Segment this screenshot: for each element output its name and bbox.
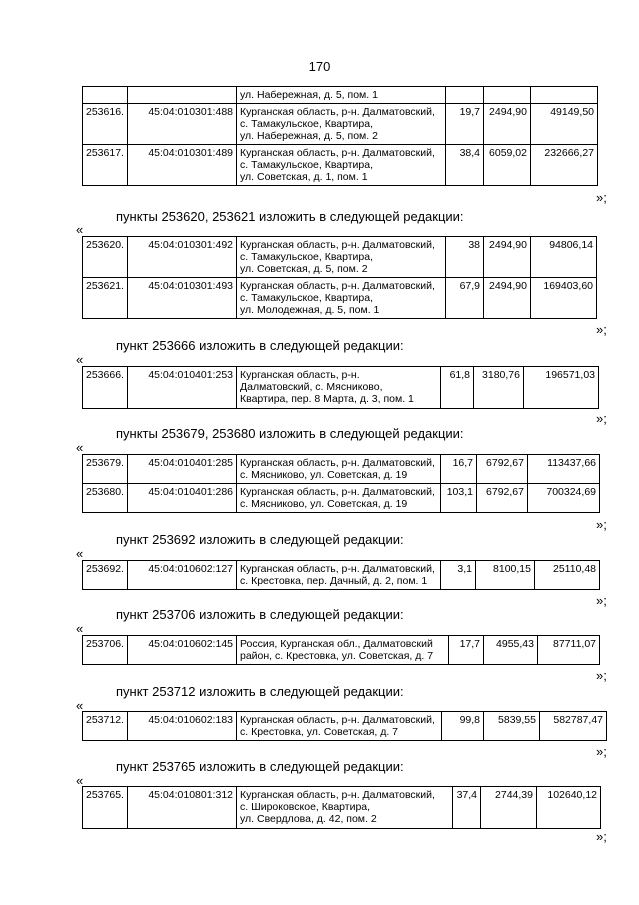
table-cell <box>83 87 128 104</box>
address-cell: ул. Набережная, д. 5, пом. 1 <box>237 87 446 104</box>
total-cell: 232666,27 <box>531 145 598 186</box>
cadastral-number-cell: 45:04:010401:285 <box>128 455 237 484</box>
total-cell: 582787,47 <box>540 712 607 741</box>
cadastral-number-cell: 45:04:010602:183 <box>128 712 237 741</box>
amendment-instruction: пункт 253692 изложить в следующей редакции: <box>116 532 404 547</box>
area-cell: 38 <box>446 237 484 278</box>
address-line: ул. Молодежная, д. 5, пом. 1 <box>240 304 380 316</box>
address-line: Курганская область, р-н. Далматовский, <box>240 239 435 251</box>
area-cell: 38,4 <box>446 145 484 186</box>
address-line: Курганская область, р-н. Далматовский, <box>240 486 435 498</box>
price-cell: 6792,67 <box>477 455 528 484</box>
address-cell <box>237 278 446 319</box>
cadastral-number-cell: 45:04:010301:493 <box>128 278 237 319</box>
price-cell: 2744,39 <box>481 787 537 829</box>
address-cell <box>237 367 441 409</box>
address-line: Курганская область, р-н. Далматовский, <box>240 563 435 575</box>
closing-quote: »; <box>596 190 607 205</box>
area-cell: 37,4 <box>453 787 481 829</box>
item-number-cell: 253712. <box>83 712 128 741</box>
opening-quote: « <box>76 546 84 561</box>
address-line: Курганская область, р-н. Далматовский, <box>240 280 435 292</box>
total-cell: 196571,03 <box>524 367 599 409</box>
address-cell <box>237 145 446 186</box>
price-cell: 8100,15 <box>476 561 535 590</box>
address-line: с. Крестовка, ул. Советская, д. 7 <box>240 726 399 738</box>
amendment-instruction: пункт 253765 изложить в следующей редакции: <box>116 759 404 774</box>
address-cell <box>237 712 442 741</box>
registry-table <box>82 86 598 186</box>
table-row <box>83 104 598 145</box>
closing-quote: »; <box>596 593 607 608</box>
item-number-cell: 253706. <box>83 636 128 665</box>
item-number-cell: 253616. <box>83 104 128 145</box>
price-cell: 6059,02 <box>484 145 531 186</box>
cadastral-number-cell: 45:04:010401:253 <box>128 367 237 409</box>
item-number-cell: 253680. <box>83 484 128 513</box>
amendment-instruction: пункт 253712 изложить в следующей редакции: <box>116 684 404 699</box>
area-cell: 19,7 <box>446 104 484 145</box>
cadastral-number-cell: 45:04:010602:145 <box>128 636 237 665</box>
opening-quote: « <box>76 698 84 713</box>
opening-quote: « <box>76 440 84 455</box>
area-cell: 61,8 <box>441 367 474 409</box>
closing-quote: »; <box>596 322 607 337</box>
price-cell: 4955,43 <box>484 636 538 665</box>
item-number-cell: 253621. <box>83 278 128 319</box>
closing-quote: »; <box>596 744 607 759</box>
table-row <box>83 787 601 829</box>
item-number-cell: 253617. <box>83 145 128 186</box>
price-cell: 3180,76 <box>474 367 524 409</box>
table-row <box>83 636 600 665</box>
registry-table <box>82 711 607 741</box>
amendment-instruction: пункты 253679, 253680 изложить в следующей редакции: <box>116 426 464 441</box>
area-cell: 99,8 <box>442 712 484 741</box>
registry-table <box>82 454 600 513</box>
amendment-instruction: пункт 253666 изложить в следующей редакции: <box>116 338 404 353</box>
amendment-instruction: пункты 253620, 253621 изложить в следующей редакции: <box>116 209 464 224</box>
address-line: с. Крестовка, пер. Дачный, д. 2, пом. 1 <box>240 575 428 587</box>
total-cell: 94806,14 <box>531 237 597 278</box>
opening-quote: « <box>76 773 84 788</box>
total-cell: 87711,07 <box>538 636 600 665</box>
area-cell: 67,9 <box>446 278 484 319</box>
cadastral-number-cell: 45:04:010401:286 <box>128 484 237 513</box>
table-cell <box>484 87 531 104</box>
cadastral-number-cell: 45:04:010301:492 <box>128 237 237 278</box>
address-line: с. Мясниково, ул. Советская, д. 19 <box>240 469 408 481</box>
opening-quote: « <box>76 222 84 237</box>
total-cell: 25110,48 <box>535 561 600 590</box>
address-line: с. Тамакульское, Квартира, <box>240 159 374 171</box>
total-cell: 102640,12 <box>537 787 601 829</box>
address-line: Далматовский, с. Мясниково, <box>240 381 383 393</box>
area-cell: 17,7 <box>449 636 484 665</box>
opening-quote: « <box>76 621 84 636</box>
address-line: с. Мясниково, ул. Советская, д. 19 <box>240 498 408 510</box>
address-line: Курганская область, р-н. Далматовский, <box>240 714 435 726</box>
cadastral-number-cell: 45:04:010301:488 <box>128 104 237 145</box>
price-cell: 2494,90 <box>484 278 531 319</box>
address-line: район, с. Крестовка, ул. Советская, д. 7 <box>240 650 434 662</box>
address-line: ул. Свердлова, д. 42, пом. 2 <box>240 813 377 825</box>
closing-quote: »; <box>596 411 607 426</box>
area-cell: 103,1 <box>441 484 477 513</box>
address-cell <box>237 484 441 513</box>
closing-quote: »; <box>596 517 607 532</box>
table-row <box>83 367 599 409</box>
table-row <box>83 278 597 319</box>
price-cell: 2494,90 <box>484 104 531 145</box>
address-line: ул. Советская, д. 5, пом. 2 <box>240 263 368 275</box>
address-line: с. Тамакульское, Квартира, <box>240 251 374 263</box>
address-cell <box>237 636 449 665</box>
total-cell: 700324,69 <box>528 484 600 513</box>
item-number-cell: 253620. <box>83 237 128 278</box>
address-line: Курганская область, р-н. Далматовский, <box>240 457 435 469</box>
table-row <box>83 455 600 484</box>
table-row <box>83 237 597 278</box>
address-line: с. Широковское, Квартира, <box>240 801 371 813</box>
total-cell: 169403,60 <box>531 278 597 319</box>
item-number-cell: 253765. <box>83 787 128 829</box>
cadastral-number-cell: 45:04:010801:312 <box>128 787 237 829</box>
table-row <box>83 712 607 741</box>
registry-table <box>82 560 600 590</box>
registry-table <box>82 786 601 829</box>
table-row <box>83 561 600 590</box>
address-cell <box>237 455 441 484</box>
address-line: Квартира, пер. 8 Марта, д. 3, пом. 1 <box>240 393 414 405</box>
table-row <box>83 484 600 513</box>
table-cell <box>531 87 598 104</box>
address-line: Курганская область, р-н. Далматовский, <box>240 789 435 801</box>
registry-table <box>82 635 600 665</box>
address-line: с. Тамакульское, Квартира, <box>240 292 374 304</box>
cadastral-number-cell: 45:04:010301:489 <box>128 145 237 186</box>
table-row <box>83 87 598 104</box>
price-cell: 6792,67 <box>477 484 528 513</box>
closing-quote: »; <box>596 668 607 683</box>
address-cell <box>237 104 446 145</box>
item-number-cell: 253692. <box>83 561 128 590</box>
address-line: Курганская область, р-н. Далматовский, <box>240 147 435 159</box>
price-cell: 2494,90 <box>484 237 531 278</box>
cadastral-number-cell: 45:04:010602:127 <box>128 561 237 590</box>
closing-quote: »; <box>596 829 607 844</box>
address-line: Россия, Курганская обл., Далматовский <box>240 638 433 650</box>
table-cell <box>446 87 484 104</box>
area-cell: 16,7 <box>441 455 477 484</box>
total-cell: 113437,66 <box>528 455 600 484</box>
area-cell: 3,1 <box>441 561 476 590</box>
registry-table <box>82 366 599 409</box>
table-row <box>83 145 598 186</box>
registry-table <box>82 236 597 319</box>
opening-quote: « <box>76 352 84 367</box>
table-cell <box>128 87 237 104</box>
address-line: Курганская область, р-н. <box>240 369 360 381</box>
address-line: Курганская область, р-н. Далматовский, <box>240 106 435 118</box>
item-number-cell: 253666. <box>83 367 128 409</box>
address-cell <box>237 787 453 829</box>
total-cell: 49149,50 <box>531 104 598 145</box>
address-cell <box>237 561 441 590</box>
page-number: 170 <box>308 59 331 74</box>
address-line: ул. Набережная, д. 5, пом. 2 <box>240 130 378 142</box>
address-line: с. Тамакульское, Квартира, <box>240 118 374 130</box>
address-cell <box>237 237 446 278</box>
price-cell: 5839,55 <box>484 712 540 741</box>
amendment-instruction: пункт 253706 изложить в следующей редакции: <box>116 607 404 622</box>
address-line: ул. Советская, д. 1, пом. 1 <box>240 171 368 183</box>
item-number-cell: 253679. <box>83 455 128 484</box>
